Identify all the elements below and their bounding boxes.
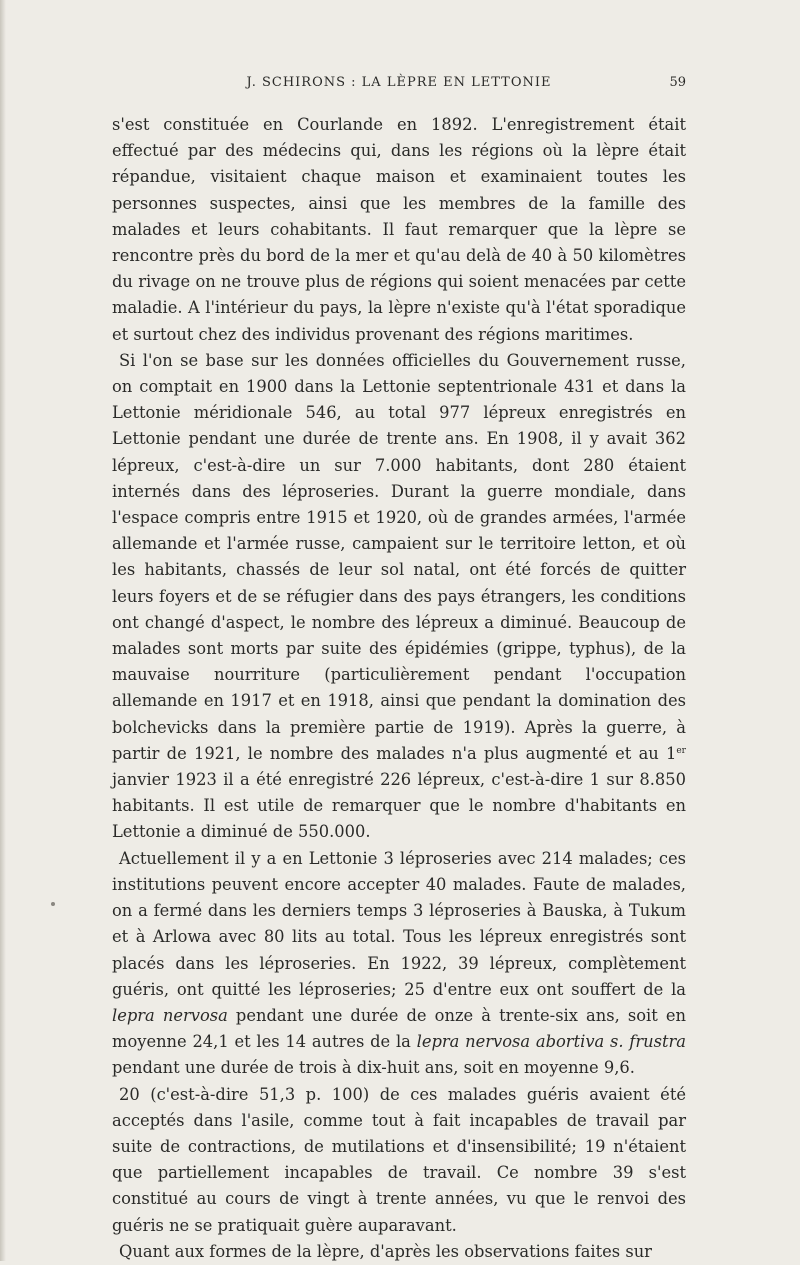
paragraph-3 (112, 846, 686, 1082)
paragraph-1 (112, 112, 686, 348)
paragraph-2-text-b: janvier 1923 il a été enregistré 226 lépreux, c'est-à-dire 1 sur 8.850 habitants. Il est utile de remarquer que le nombre d'habitants en Lettonie a diminué de 550.000. (112, 770, 686, 842)
margin-dot-mark (51, 902, 55, 906)
term-lepra-nervosa: lepra nervosa (112, 1005, 228, 1025)
paragraph-4 (112, 1082, 686, 1239)
paragraph-2 (112, 348, 686, 846)
paragraph-5-text: Quant aux formes de la lèpre, d'après les observations faites sur (119, 1241, 652, 1261)
paragraph-3-text-a: Actuellement il y a en Lettonie 3 léproseries avec 214 malades; ces institutions peuvent encore accepter 40 malades. Faute de malades, on a fermé dans les derniers temps 3 léproseries à Bauska, à Tukum et à Arlowa avec 80 lits au total. Tous les lépreux enregistrés sont placés dans les léproseries. En 1922, 39 lépreux, complètement guéris, ont quitté les léproseries; 25 d'entre eux ont souffert de la (112, 848, 686, 999)
term-lepra-nervosa-abortiva: lepra nervosa abortiva s. frustra (416, 1032, 686, 1052)
superscript-er: er (676, 745, 686, 756)
page-number: 59 (669, 75, 686, 90)
paragraph-4-text: 20 (c'est-à-dire 51,3 p. 100) de ces malades guéris avaient été acceptés dans l'asile, comme tout à fait incapables de travail par suite de contractions, de mutilations et d'insensibilité; 19 n'étaient que partiellement incapables de travail. Ce nombre 39 s'est constitué au cours de vingt à trente années, vu que le renvoi des guéris ne se pratiquait guère auparavant. (112, 1084, 686, 1235)
paragraph-1-text: s'est constituée en Courlande en 1892. L'enregistrement était effectué par des médecins qui, dans les régions où la lèpre était répandue, visitaient chaque maison et examinaient toutes les personnes suspectes, ainsi que les membres de la famille des malades et leurs cohabitants. Il faut remarquer que la lèpre se rencontre près du bord de la mer et qu'au delà de 40 à 50 kilomètres du rivage on ne trouve plus de régions qui soient menacées par cette maladie. A l'intérieur du pays, la lèpre n'existe qu'à l'état sporadique et surtout chez des individus provenant des régions maritimes. (112, 115, 686, 344)
body-text (112, 112, 686, 1265)
paragraph-5 (112, 1239, 686, 1265)
paragraph-2-text-a: Si l'on se base sur les données officielles du Gouvernement russe, on comptait en 1900 dans la Lettonie septentrionale 431 et dans la Lettonie méridionale 546, au total 977 lépreux enregistrés en Lettonie pendant une durée de trente ans. En 1908, il y avait 362 lépreux, c'est-à-dire un sur 7.000 habitants, dont 280 étaient internés dans des léproseries. Durant la guerre mondiale, dans l'espace compris entre 1915 et 1920, où de grandes armées, l'armée allemande et l'armée russe, campaient sur le territoire letton, et où les habitants, chassés de leur sol natal, ont été forcés de quitter leurs foyers et de se réfugier dans des pays étrangers, les conditions ont changé d'aspect, le nombre des lépreux a diminué. Beaucoup de malades sont morts par suite des épidémies (grippe, typhus), de la mauvaise nourriture (particulièrement pendant l'occupation allemande en 1917 et en 1918, ainsi que pendant la domination des bolchevicks dans la première partie de 1919). Après la guerre, à partir de 1921, le nombre des malades n'a plus augmenté et au 1 (112, 350, 686, 763)
page-header (112, 73, 686, 93)
paragraph-3-text-c: pendant une durée de trois à dix-huit ans, soit en moyenne 9,6. (112, 1058, 635, 1078)
running-title: J. SCHIRONS : LA LÈPRE EN LETTONIE (246, 75, 552, 90)
page-edge-shadow (0, 0, 6, 1261)
paragraph-3-text-b: pendant une durée de onze à trente-six ans, soit en moyenne 24,1 et les 14 autres de la (112, 1005, 686, 1052)
